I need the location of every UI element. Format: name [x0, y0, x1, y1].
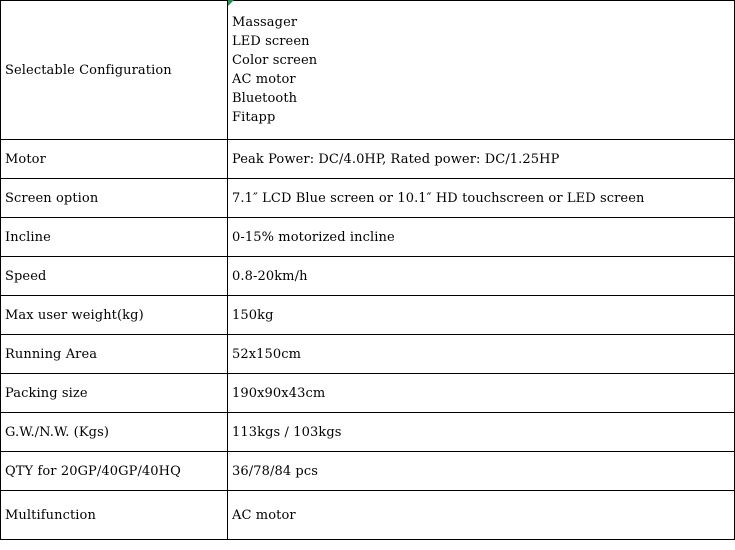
multifunction-label: Multifunction [1, 491, 228, 540]
config-option-ac-motor: AC motor [232, 72, 296, 87]
gross-net-weight-label: G.W./N.W. (Kgs) [1, 413, 228, 452]
container-qty-label: QTY for 20GP/40GP/40HQ [1, 452, 228, 491]
running-area-value: 52x150cm [228, 335, 735, 374]
table-row-running-area [1, 335, 735, 374]
max-user-weight-value: 150kg [228, 296, 735, 335]
packing-size-label: Packing size [1, 374, 228, 413]
table-row-incline [1, 218, 735, 257]
motor-value: Peak Power: DC/4.0HP, Rated power: DC/1.25HP [228, 140, 735, 179]
speed-label: Speed [1, 257, 228, 296]
table-row-screen-option [1, 179, 735, 218]
configuration-label: Selectable Configuration [1, 1, 228, 140]
table-row-speed [1, 257, 735, 296]
table-row-packing-size [1, 374, 735, 413]
table-row-gross-net-weight [1, 413, 735, 452]
table-row-container-qty [1, 452, 735, 491]
config-option-massager: Massager [232, 15, 298, 30]
screen-option-value: 7.1″ LCD Blue screen or 10.1″ HD touchscreen or LED screen [228, 179, 735, 218]
config-option-led-screen: LED screen [232, 34, 310, 49]
table-row-max-user-weight [1, 296, 735, 335]
cell-comment-marker-icon [228, 0, 234, 6]
table-row-multifunction [1, 491, 735, 540]
container-qty-value: 36/78/84 pcs [228, 452, 735, 491]
configuration-options [228, 1, 735, 140]
screen-option-label: Screen option [1, 179, 228, 218]
config-option-bluetooth: Bluetooth [232, 91, 298, 106]
config-option-color-screen: Color screen [232, 53, 318, 68]
gross-net-weight-value: 113kgs / 103kgs [228, 413, 735, 452]
multifunction-value: AC motor [228, 491, 735, 540]
incline-value: 0-15% motorized incline [228, 218, 735, 257]
table-row-motor [1, 140, 735, 179]
table-row-configuration [1, 1, 735, 140]
config-option-fitapp: Fitapp [232, 110, 276, 125]
speed-value: 0.8-20km/h [228, 257, 735, 296]
running-area-label: Running Area [1, 335, 228, 374]
incline-label: Incline [1, 218, 228, 257]
packing-size-value: 190x90x43cm [228, 374, 735, 413]
max-user-weight-label: Max user weight(kg) [1, 296, 228, 335]
motor-label: Motor [1, 140, 228, 179]
